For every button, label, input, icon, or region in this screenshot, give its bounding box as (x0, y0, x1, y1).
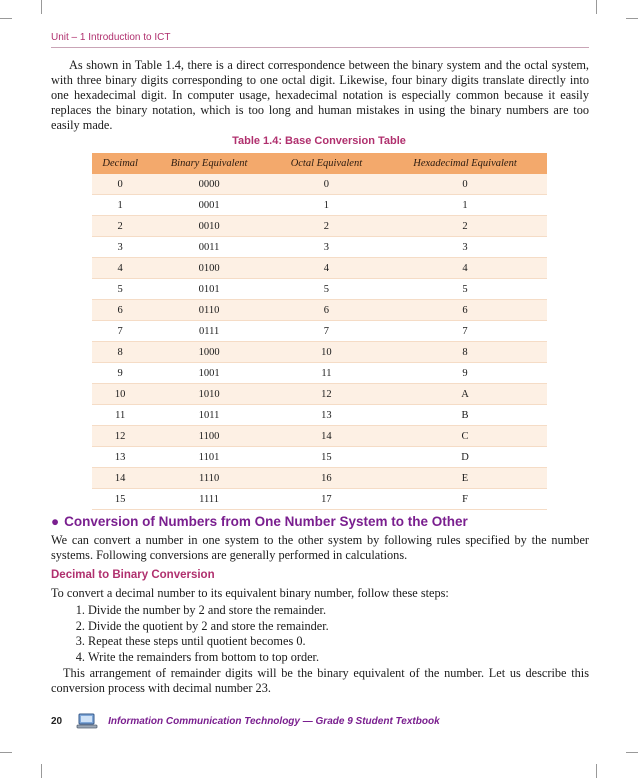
table-row (92, 237, 547, 258)
table-cell: 10 (92, 384, 148, 405)
table-cell: 7 (92, 321, 148, 342)
table-cell: 1011 (148, 405, 269, 426)
crop-mark (626, 752, 638, 753)
table-cell: 8 (92, 342, 148, 363)
column-header-binary: Binary Equivalent (148, 153, 269, 174)
table-cell: 17 (270, 489, 383, 510)
crop-mark (0, 18, 12, 19)
running-header: Unit – 1 Introduction to ICT (51, 32, 171, 43)
table-cell: 16 (270, 468, 383, 489)
table-row (92, 363, 547, 384)
table-cell: 3 (92, 237, 148, 258)
table-cell: 0 (92, 174, 148, 195)
list-item: 1. Divide the number by 2 and store the remainder. (88, 603, 329, 619)
table-cell: 4 (383, 258, 547, 279)
table-cell: 11 (92, 405, 148, 426)
list-item: 2. Divide the quotient by 2 and store the remainder. (88, 619, 329, 635)
table-cell: 9 (92, 363, 148, 384)
table-cell: 1 (383, 195, 547, 216)
table-cell: 7 (383, 321, 547, 342)
table-cell: 4 (270, 258, 383, 279)
table-cell: 1101 (148, 447, 269, 468)
base-conversion-table (92, 153, 547, 510)
table-cell: 0101 (148, 279, 269, 300)
table-cell: D (383, 447, 547, 468)
table-cell: 14 (92, 468, 148, 489)
table-cell: 6 (92, 300, 148, 321)
table-cell: 3 (270, 237, 383, 258)
table-cell: 11 (270, 363, 383, 384)
crop-mark (596, 764, 597, 778)
table-cell: 13 (270, 405, 383, 426)
column-header-decimal: Decimal (92, 153, 148, 174)
column-header-octal: Octal Equivalent (270, 153, 383, 174)
table-cell: 0001 (148, 195, 269, 216)
section-heading-text: Conversion of Numbers from One Number System to the Other (64, 514, 468, 529)
table-row (92, 468, 547, 489)
section-heading (51, 514, 611, 529)
table-cell: 3 (383, 237, 547, 258)
table-cell: 1001 (148, 363, 269, 384)
table-row (92, 258, 547, 279)
table-cell: 5 (383, 279, 547, 300)
table-row (92, 195, 547, 216)
table-row (92, 426, 547, 447)
crop-mark (41, 0, 42, 14)
table-cell: 9 (383, 363, 547, 384)
table-cell: 0000 (148, 174, 269, 195)
subsection-heading: Decimal to Binary Conversion (51, 569, 215, 581)
list-item: 3. Repeat these steps until quotient becomes 0. (88, 634, 329, 650)
table-cell: 14 (270, 426, 383, 447)
table-cell: A (383, 384, 547, 405)
closing-paragraph: This arrangement of remainder digits will be the binary equivalent of the number. Let us describe this conversion process with decimal number 23. (51, 666, 589, 695)
table-cell: 6 (383, 300, 547, 321)
table-cell: 0100 (148, 258, 269, 279)
table-cell: B (383, 405, 547, 426)
table-row (92, 405, 547, 426)
table-cell: 15 (92, 489, 148, 510)
table-cell: 0110 (148, 300, 269, 321)
table-cell: 1 (270, 195, 383, 216)
table-cell: 5 (270, 279, 383, 300)
table-cell: 1111 (148, 489, 269, 510)
table-row (92, 279, 547, 300)
intro-paragraph: As shown in Table 1.4, there is a direct correspondence between the binary system and the octal system, with three binary digits corresponding to one octal digit. Likewise, four binary digits translate directly into one hexadecimal digit. In computer usage, hexadecimal notation is especially common because it easily replaces the binary notation, which is too long and human mistakes in using the binary numbers are too easily made. (51, 58, 589, 132)
table-cell: 6 (270, 300, 383, 321)
crop-mark (596, 0, 597, 14)
table-cell: 8 (383, 342, 547, 363)
table-row (92, 321, 547, 342)
column-header-hexadecimal: Hexadecimal Equivalent (383, 153, 547, 174)
table-row (92, 384, 547, 405)
crop-mark (41, 764, 42, 778)
section-paragraph: We can convert a number in one system to the other system by following rules specified by the number systems. Following conversions are generally performed in calculations. (51, 533, 589, 562)
table-cell: 13 (92, 447, 148, 468)
table-cell: 0011 (148, 237, 269, 258)
subsection-intro: To convert a decimal number to its equivalent binary number, follow these steps: (51, 586, 449, 600)
crop-mark (0, 752, 12, 753)
table-caption: Table 1.4: Base Conversion Table (232, 135, 406, 147)
table-cell: E (383, 468, 547, 489)
table-cell: 1 (92, 195, 148, 216)
table-cell: 7 (270, 321, 383, 342)
table-cell: 5 (92, 279, 148, 300)
crop-mark (626, 18, 638, 19)
table-cell: 0111 (148, 321, 269, 342)
bullet-icon: ● (51, 514, 60, 529)
table-cell: 2 (270, 216, 383, 237)
header-rule (51, 47, 589, 48)
page-number: 20 (51, 715, 63, 727)
table-body (92, 174, 547, 510)
table-cell: 12 (270, 384, 383, 405)
table-cell: 2 (92, 216, 148, 237)
table-header-row (92, 153, 547, 174)
table-row (92, 342, 547, 363)
table-cell: 0010 (148, 216, 269, 237)
table-cell: 1100 (148, 426, 269, 447)
table-cell: F (383, 489, 547, 510)
computer-icon (76, 713, 98, 729)
table-cell: 0 (270, 174, 383, 195)
table-cell: 15 (270, 447, 383, 468)
table-row (92, 216, 547, 237)
table-row (92, 447, 547, 468)
page-footer (51, 713, 440, 729)
table-cell: 4 (92, 258, 148, 279)
steps-list (51, 603, 329, 665)
table-cell: 1110 (148, 468, 269, 489)
table-cell: 1000 (148, 342, 269, 363)
table-cell: 12 (92, 426, 148, 447)
list-item: 4. Write the remainders from bottom to top order. (88, 650, 329, 666)
table-cell: 0 (383, 174, 547, 195)
table-row (92, 174, 547, 195)
footer-title: Information Communication Technology — Grade 9 Student Textbook (108, 715, 440, 727)
table-cell: 10 (270, 342, 383, 363)
table-cell: C (383, 426, 547, 447)
table-row (92, 489, 547, 510)
table-cell: 1010 (148, 384, 269, 405)
table-row (92, 300, 547, 321)
table-cell: 2 (383, 216, 547, 237)
